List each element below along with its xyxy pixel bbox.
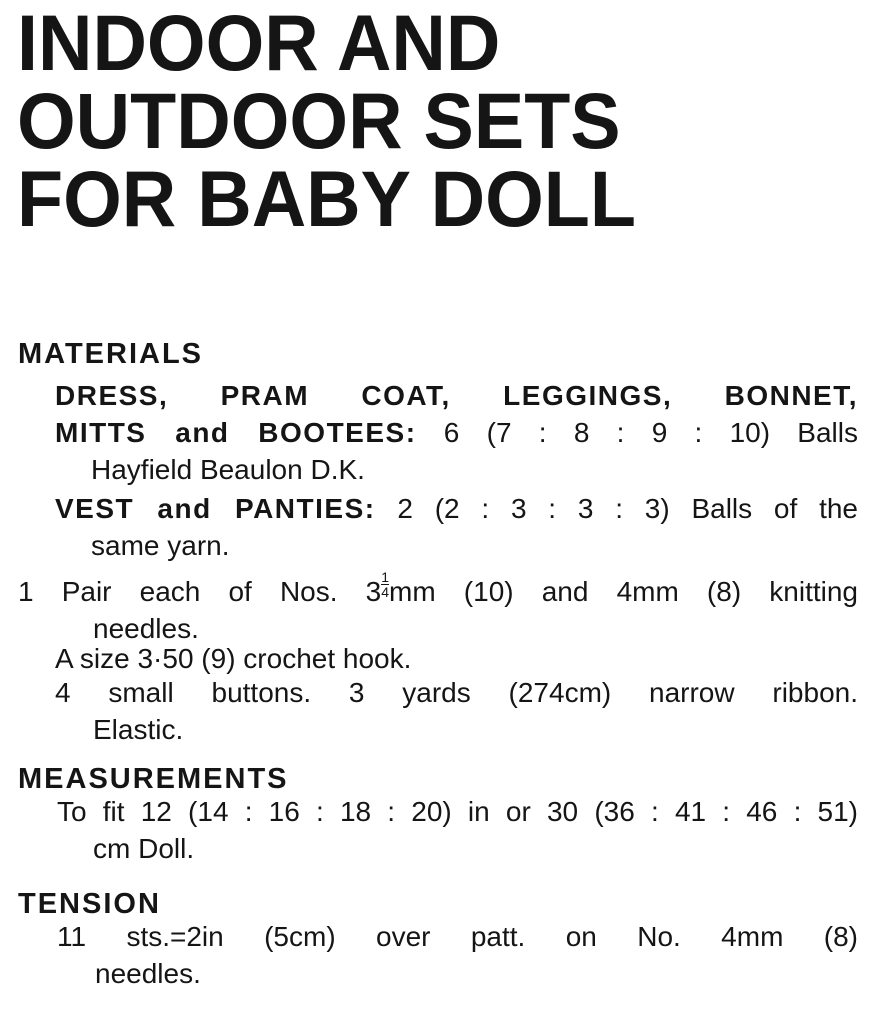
materials-hook: [55, 640, 858, 677]
tension-heading: TENSION: [18, 888, 161, 920]
dress-yarn-name: Hayfield Beaulon D.K.: [91, 454, 365, 485]
fraction-denominator: 4: [381, 584, 390, 600]
measurements-line2: cm Doll.: [93, 833, 195, 864]
buttons-text-line1: 4 small buttons. 3 yards (274cm) narrow ribbon.: [55, 677, 858, 708]
fraction-quarter: [381, 571, 389, 598]
dress-yarn-quantity: 6 (7 : 8 : 9 : 10) Balls: [416, 417, 859, 448]
materials-buttons: [55, 674, 858, 748]
title-line-1: INDOOR AND: [17, 0, 501, 87]
measurements-line1: To fit 12 (14 : 16 : 18 : 20) in or 30 (36 : 41 : 46 : 51): [57, 796, 858, 827]
hook-text: A size 3·50 (9) crochet hook.: [55, 643, 412, 674]
materials-needles: [18, 571, 858, 647]
tension-line1: 11 sts.=2in (5cm) over patt. on No. 4mm (8): [57, 921, 858, 952]
dress-items-lead-line2: MITTS and BOOTEES:: [55, 417, 417, 448]
needles-text-line2: needles.: [93, 613, 199, 644]
measurements-heading: MEASUREMENTS: [18, 763, 289, 795]
vest-yarn-note: same yarn.: [91, 530, 230, 561]
buttons-text-line2: Elastic.: [93, 714, 184, 745]
vest-yarn-quantity: 2 (2 : 3 : 3 : 3) Balls of the: [375, 493, 858, 524]
page-title: [17, 0, 636, 243]
tension-line2: needles.: [95, 958, 201, 989]
dress-items-lead-line1: DRESS, PRAM COAT, LEGGINGS, BONNET,: [55, 380, 858, 411]
measurements-text: [57, 793, 858, 867]
needles-text-b: mm (10) and 4mm (8) knitting: [389, 576, 858, 607]
needles-text-a: 1 Pair each of Nos. 3: [18, 576, 382, 607]
materials-heading: MATERIALS: [18, 338, 204, 370]
title-line-3: FOR BABY DOLL: [17, 154, 636, 243]
vest-items-lead: VEST and PANTIES:: [55, 493, 376, 524]
title-line-2: OUTDOOR SETS: [17, 76, 621, 165]
tension-text: [57, 918, 858, 992]
materials-dress-set: [55, 377, 858, 488]
materials-vest-set: [55, 490, 858, 564]
fraction-numerator: 1: [381, 569, 390, 585]
